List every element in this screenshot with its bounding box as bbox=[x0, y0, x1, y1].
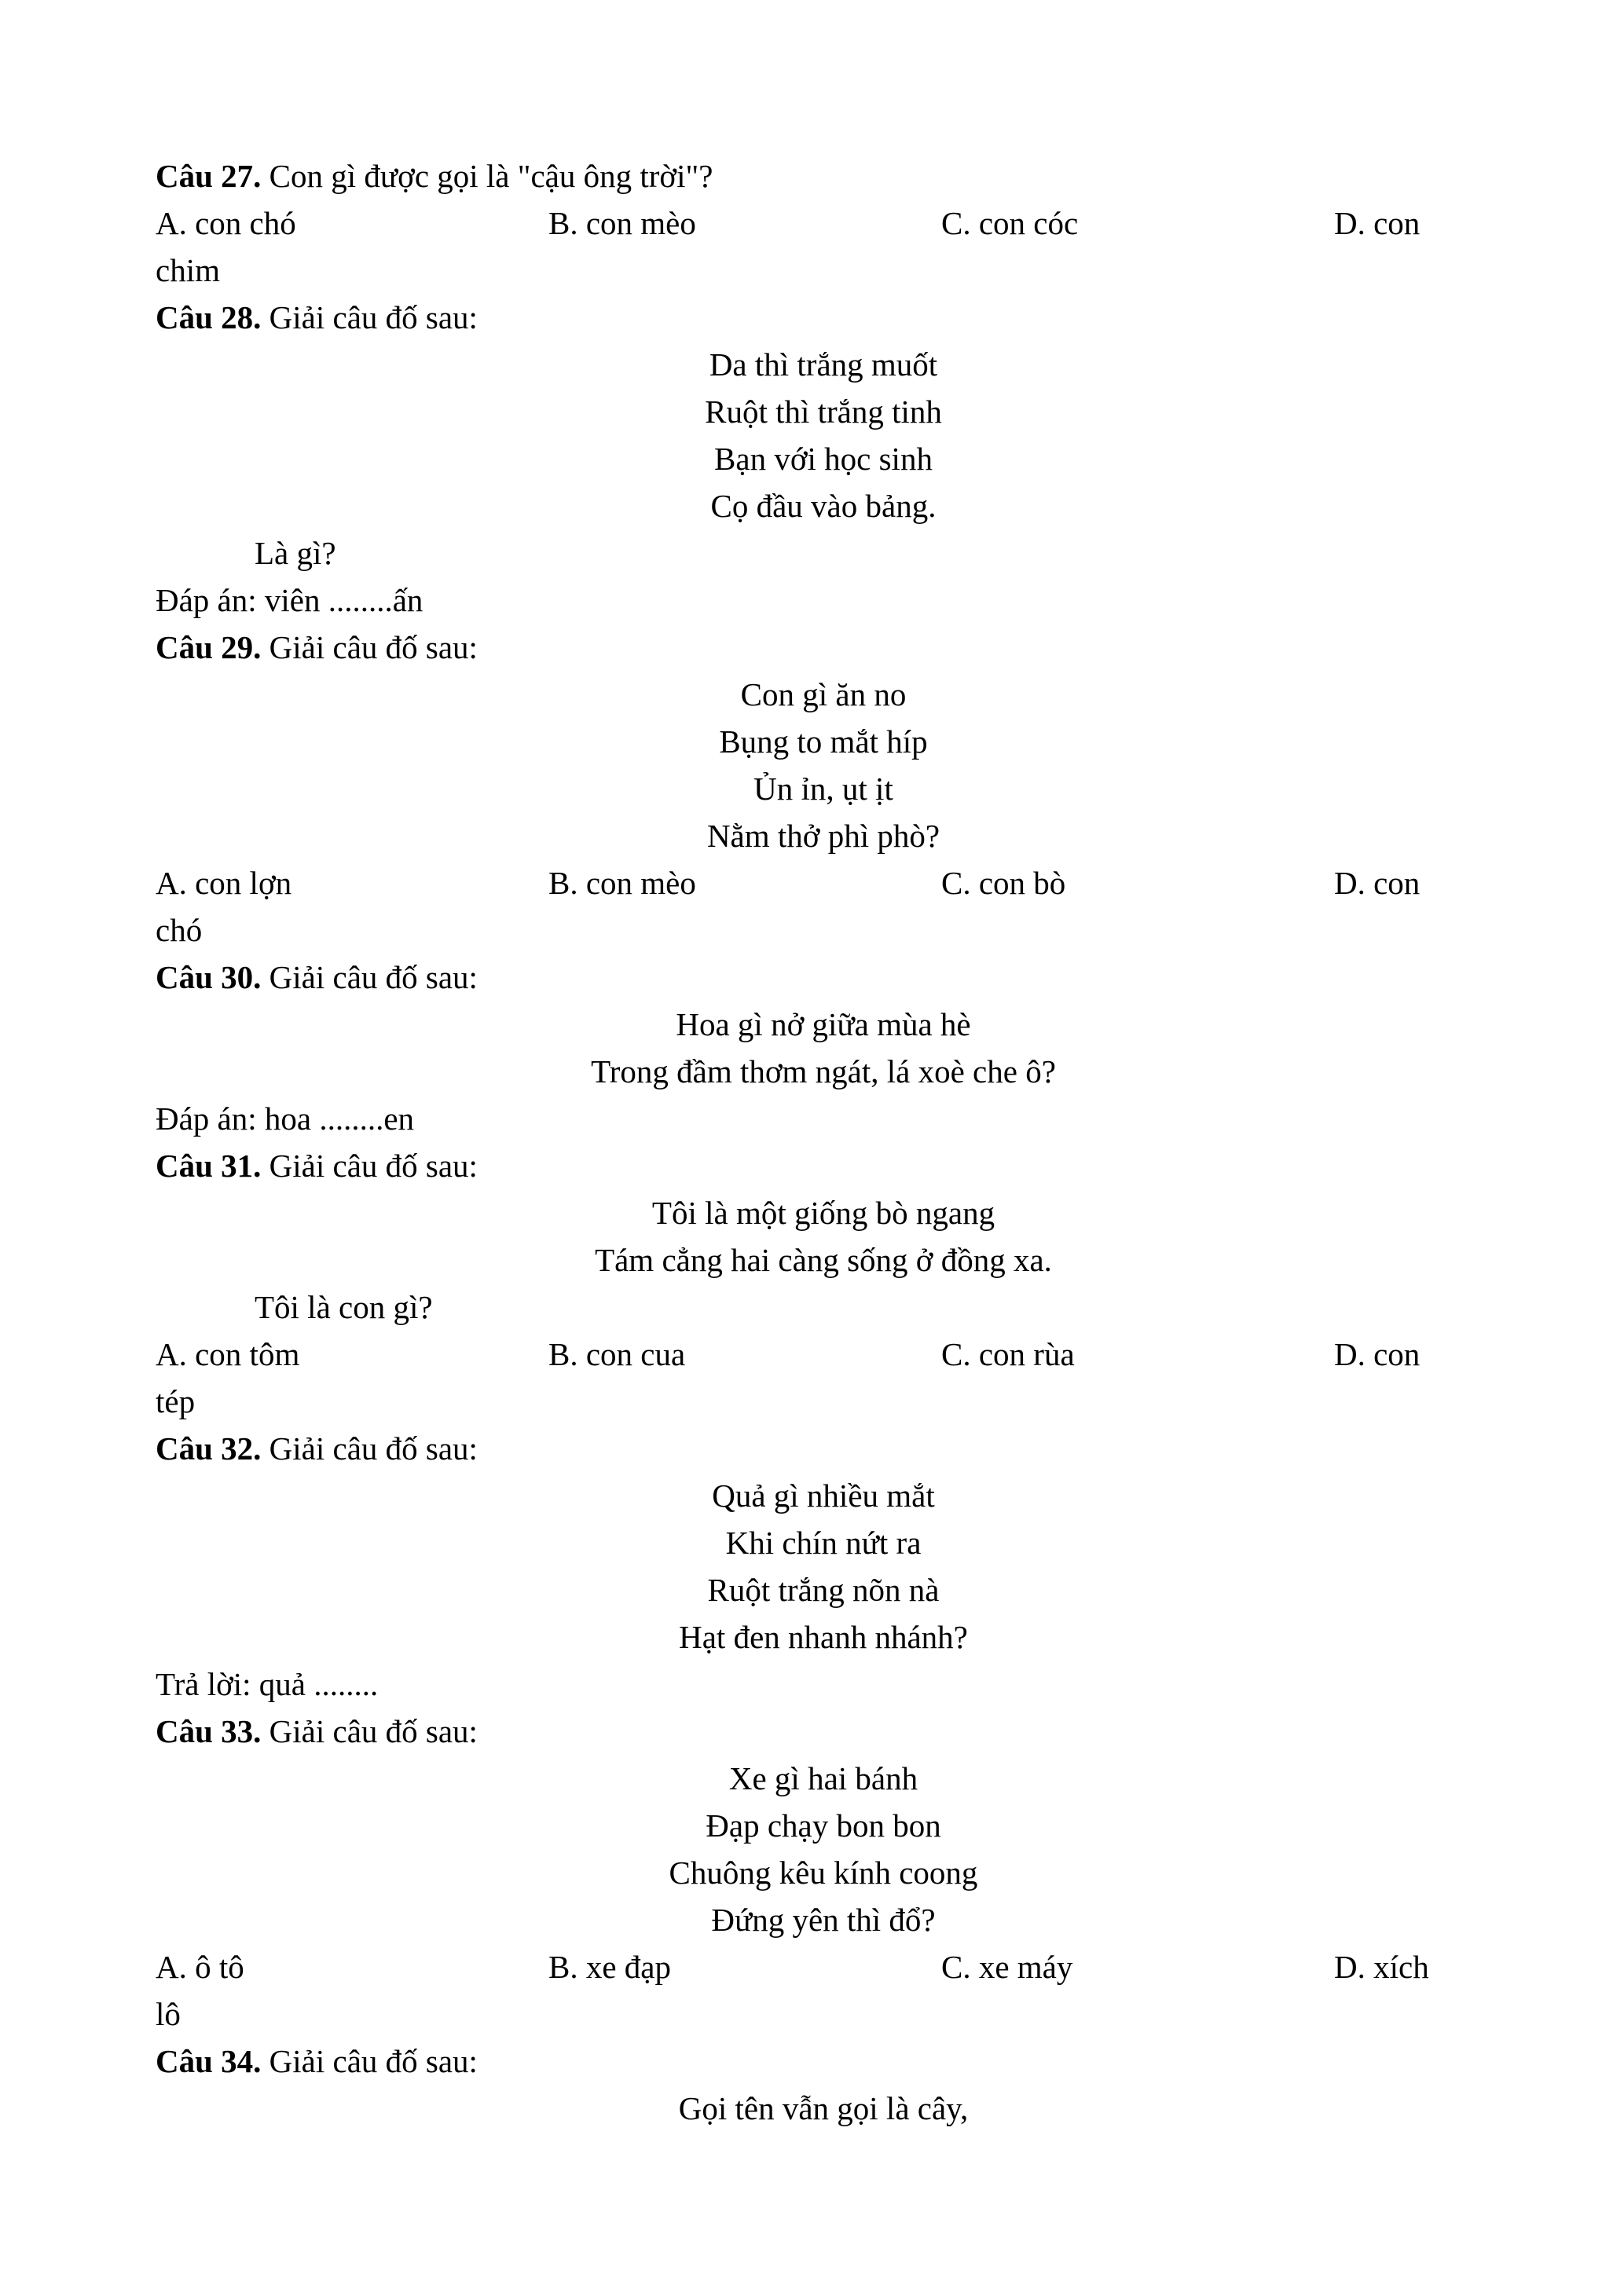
riddle-verse-line: Da thì trắng muốt bbox=[709, 346, 938, 383]
question-text: Giải câu đố sau: bbox=[261, 2043, 478, 2079]
option-c: C. con rùa bbox=[941, 1336, 1075, 1372]
riddle-verse-line: Trong đầm thơm ngát, lá xoè che ô? bbox=[591, 1053, 1056, 1089]
riddle-prompt: Tôi là con gì? bbox=[255, 1289, 433, 1325]
option-d-continuation: lô bbox=[156, 1996, 181, 2032]
option-d-continuation: tép bbox=[156, 1383, 196, 1419]
answer-options-row bbox=[156, 1943, 1491, 1990]
option-c: C. con bò bbox=[941, 865, 1066, 901]
option-b: B. xe đạp bbox=[548, 1949, 671, 1985]
option-b: B. con cua bbox=[548, 1336, 686, 1372]
riddle-verse-line: Bụng to mắt híp bbox=[719, 723, 928, 760]
answer-line: Đáp án: viên ........ấn bbox=[156, 582, 423, 618]
question-number: Câu 33. bbox=[156, 1713, 262, 1749]
question-number: Câu 34. bbox=[156, 2043, 262, 2079]
riddle-prompt: Là gì? bbox=[255, 535, 336, 571]
riddle-verse-line: Xe gì hai bánh bbox=[728, 1760, 918, 1796]
riddle-verse-line: Khi chín nứt ra bbox=[725, 1525, 922, 1561]
answer-line: Trả lời: quả ........ bbox=[156, 1666, 379, 1702]
answer-line: Đáp án: hoa ........en bbox=[156, 1100, 415, 1137]
option-d-continuation: chim bbox=[156, 252, 220, 288]
option-d-continuation: chó bbox=[156, 912, 203, 948]
riddle-verse-line: Bạn với học sinh bbox=[714, 441, 933, 477]
riddle-verse-line: Hạt đen nhanh nhánh? bbox=[679, 1619, 968, 1655]
riddle-verse-line: Đạp chạy bon bon bbox=[706, 1807, 941, 1844]
riddle-verse-line: Tôi là một giống bò ngang bbox=[651, 1195, 995, 1231]
question-number: Câu 31. bbox=[156, 1148, 262, 1184]
riddle-verse-line: Chuông kêu kính coong bbox=[669, 1855, 978, 1891]
question-heading bbox=[156, 1708, 1491, 1755]
question-heading bbox=[156, 624, 1491, 671]
question-number: Câu 30. bbox=[156, 959, 262, 995]
answer-options-row bbox=[156, 1331, 1491, 1378]
riddle-verse-line: Con gì ăn no bbox=[740, 676, 907, 712]
answer-options-row bbox=[156, 200, 1491, 247]
question-text: Giải câu đố sau: bbox=[261, 1148, 478, 1184]
question-heading bbox=[156, 152, 1491, 200]
riddle-verse-line: Ủn ỉn, ụt ịt bbox=[753, 771, 893, 807]
riddle-verse-line: Quả gì nhiều mắt bbox=[712, 1478, 935, 1514]
riddle-verse-line: Cọ đầu vào bảng. bbox=[710, 488, 937, 524]
option-d: D. con bbox=[1334, 205, 1421, 241]
riddle-verse-line: Gọi tên vẫn gọi là cây, bbox=[678, 2090, 969, 2126]
option-d: D. con bbox=[1334, 865, 1421, 901]
question-text: Giải câu đố sau: bbox=[261, 1713, 478, 1749]
riddle-verse-line: Hoa gì nở giữa mùa hè bbox=[676, 1006, 971, 1042]
question-heading bbox=[156, 294, 1491, 341]
option-d: D. xích bbox=[1334, 1949, 1429, 1985]
question-text: Con gì được gọi là "cậu ông trời"? bbox=[261, 158, 713, 194]
option-a: A. con tôm bbox=[156, 1336, 300, 1372]
question-text: Giải câu đố sau: bbox=[261, 629, 478, 665]
question-number: Câu 27. bbox=[156, 158, 262, 194]
riddle-verse-line: Tám cẳng hai càng sống ở đồng xa. bbox=[595, 1242, 1052, 1278]
question-number: Câu 29. bbox=[156, 629, 262, 665]
option-d: D. con bbox=[1334, 1336, 1421, 1372]
question-heading bbox=[156, 1425, 1491, 1472]
riddle-verse-line: Nằm thở phì phò? bbox=[706, 818, 940, 854]
answer-options-row bbox=[156, 859, 1491, 906]
option-b: B. con mèo bbox=[548, 205, 696, 241]
riddle-verse-line: Đứng yên thì đổ? bbox=[711, 1902, 936, 1938]
riddle-verse-line: Ruột thì trắng tinh bbox=[705, 394, 942, 430]
option-a: A. ô tô bbox=[156, 1949, 244, 1985]
option-a: A. con chó bbox=[156, 205, 296, 241]
question-number: Câu 32. bbox=[156, 1430, 262, 1467]
question-heading bbox=[156, 954, 1491, 1001]
option-c: C. con cóc bbox=[941, 205, 1079, 241]
option-b: B. con mèo bbox=[548, 865, 696, 901]
option-a: A. con lợn bbox=[156, 865, 292, 901]
riddle-verse-line: Ruột trắng nõn nà bbox=[707, 1572, 940, 1608]
question-number: Câu 28. bbox=[156, 299, 262, 335]
document-page bbox=[156, 152, 1491, 2132]
question-heading bbox=[156, 2038, 1491, 2085]
question-text: Giải câu đố sau: bbox=[261, 959, 478, 995]
question-heading bbox=[156, 1142, 1491, 1189]
option-c: C. xe máy bbox=[941, 1949, 1073, 1985]
question-text: Giải câu đố sau: bbox=[261, 299, 478, 335]
question-text: Giải câu đố sau: bbox=[261, 1430, 478, 1467]
